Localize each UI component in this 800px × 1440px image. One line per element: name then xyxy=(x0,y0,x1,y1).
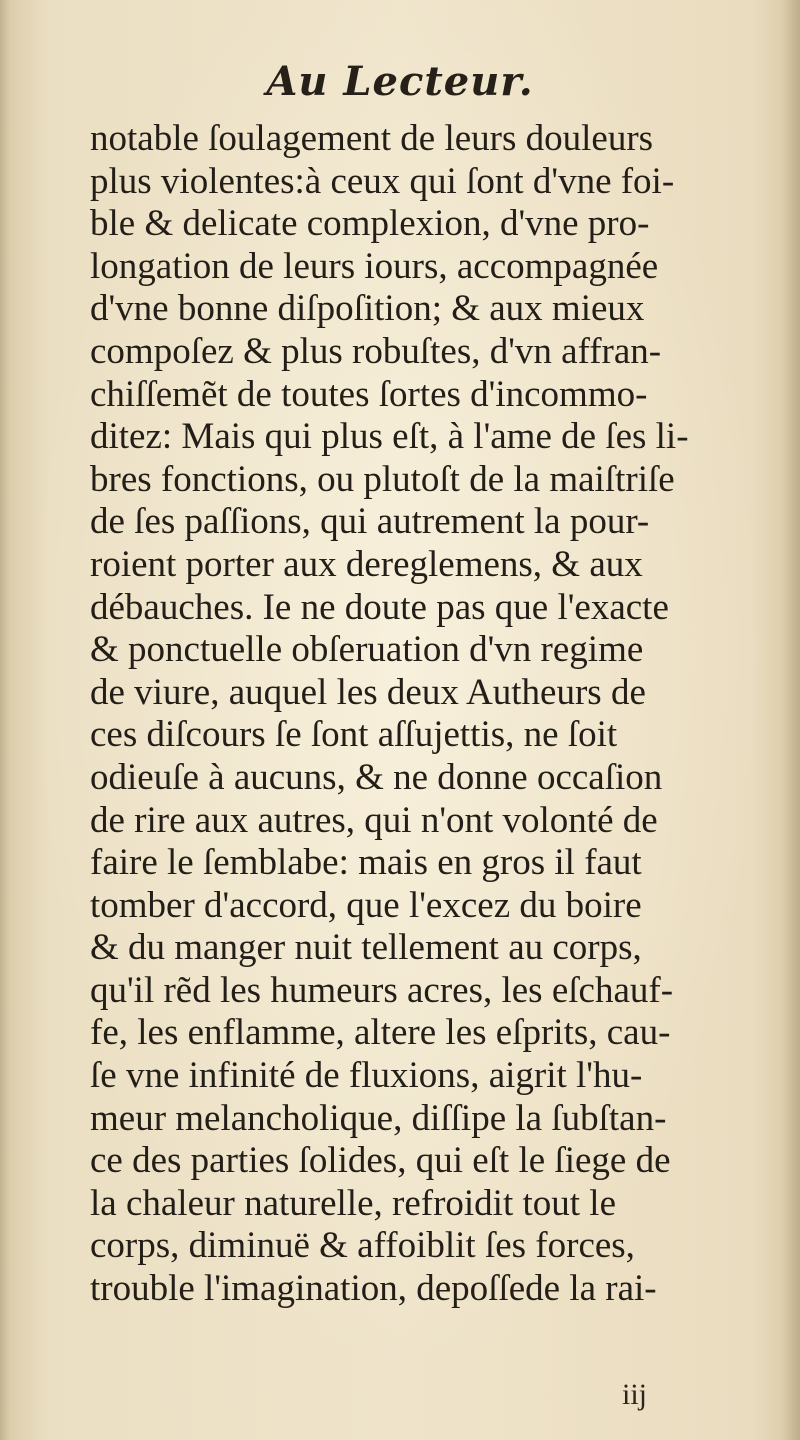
text-line: odieuſe à aucuns, & ne donne occaſion xyxy=(90,756,663,798)
text-line: débauches. Ie ne doute pas que l'exacte xyxy=(90,586,669,628)
body-text xyxy=(90,118,790,1311)
page-left-edge xyxy=(0,0,10,1440)
text-line: chiſſemẽt de toutes ſortes d'incommo- xyxy=(90,373,648,415)
text-line: meur melancholique, diſſipe la ſubſtan- xyxy=(90,1097,667,1139)
text-line: longation de leurs iours, accompagnée xyxy=(90,245,659,287)
text-line: tomber d'accord, que l'excez du boire xyxy=(90,884,642,926)
text-line: ſe vne infinité de fluxions, aigrit l'hu- xyxy=(90,1055,643,1097)
text-line: qu'il rẽd les humeurs acres, les eſchauf- xyxy=(90,969,674,1011)
text-line: & du manger nuit tellement au corps, xyxy=(90,927,642,969)
text-line: & ponctuelle obſeruation d'vn regime xyxy=(90,629,644,671)
text-line: d'vne bonne diſpoſition; & aux mieux xyxy=(90,288,645,330)
running-head: Au Lecteur. xyxy=(266,58,534,105)
text-line: plus violentes:à ceux qui ſont d'vne foi- xyxy=(90,160,675,202)
text-line: faire le ſemblabe: mais en gros il faut xyxy=(90,842,642,884)
text-line: la chaleur naturelle, refroidit tout le xyxy=(90,1182,616,1224)
text-line: corps, diminuë & affoiblit ſes forces, xyxy=(90,1225,635,1267)
text-line: notable ſoulagement de leurs douleurs xyxy=(90,118,654,159)
text-line: compoſez & plus robuſtes, d'vn affran- xyxy=(90,330,662,372)
text-line: roient porter aux dereglemens, & aux xyxy=(90,543,643,585)
text-line: fe, les enflamme, altere les eſprits, cau- xyxy=(90,1012,671,1054)
text-line: ces diſcours ſe ſont aſſujettis, ne ſoit xyxy=(90,714,618,756)
text-line: ditez: Mais qui plus eſt, à l'ame de ſes li- xyxy=(90,416,689,458)
text-line: trouble l'imagination, depoſſede la rai- xyxy=(90,1268,657,1310)
text-line: de rire aux autres, qui n'ont volonté de xyxy=(90,799,658,841)
signature-mark: iij xyxy=(622,1378,648,1411)
text-line: ble & delicate complexion, d'vne pro- xyxy=(90,203,650,245)
text-line: de ſes paſſions, qui autrement la pour- xyxy=(90,501,650,543)
text-line: bres fonctions, ou plutoſt de la maiſtriſe xyxy=(90,458,675,500)
text-line: de viure, auquel les deux Autheurs de xyxy=(90,671,646,713)
text-line: ce des parties ſolides, qui eſt le ſiege de xyxy=(90,1140,671,1182)
